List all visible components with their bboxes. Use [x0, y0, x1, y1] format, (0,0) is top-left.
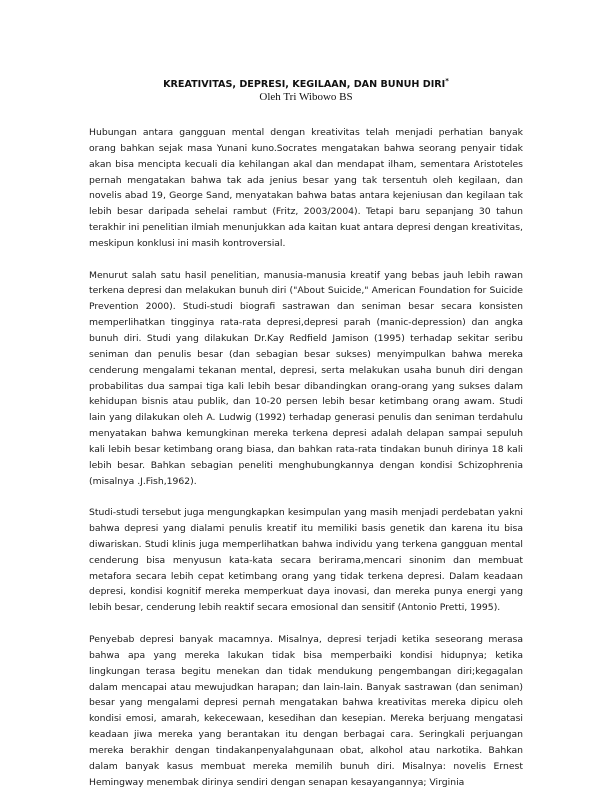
- title-footnote-marker: *: [445, 77, 449, 85]
- author-byline: Oleh Tri Wibowo BS: [259, 91, 353, 103]
- document-body: [89, 125, 523, 806]
- paragraph-3: Studi-studi tersebut juga mengungkapkan kesimpulan yang masih menjadi perdebatan yakni bahwa depresi yang dialami penulis kreatif itu memiliki basis genetik dan karena itu bisa diwariskan. Studi klinis juga memperlihatkan bahwa individu yang terkena gangguan mental cenderung bisa menyusun kata-kata secara berirama,mencari sinonim dan membuat metafora secara lebih cepat ketimbang orang yang tidak terkena depresi. Dalam keadaan depresi, kondisi kognitif mereka memperkuat daya inovasi, dan mereka punya energi yang lebih besar, cenderung lebih reaktif secara emosional dan sensitif (Antonio Pretti, 1995).: [89, 507, 523, 614]
- paragraph-4: Penyebab depresi banyak macamnya. Misalnya, depresi terjadi ketika seseorang merasa bahwa apa yang mereka lakukan tidak bisa memperbaiki kondisi hidupnya; ketika lingkungan terasa begitu menekan dan tidak mendukung pengembangan diri;kegagalan dalam mencapai atau mewujudkan harapan; dan lain-lain. Banyak sastrawan (dan seniman) besar yang mengalami depresi pernah mengatakan bahwa kreativitas mereka dipicu oleh kondisi emosi, amarah, kekecewaan, kesedihan dan kesepian. Mereka berjuang mengatasi keadaan jiwa mereka yang berantakan itu dengan berbagai cara. Seringkali perjuangan mereka berakhir dengan tindakanpenyalahgunaan obat, alkohol atau narkotika. Bahkan dalam banyak kasus membuat mereka memilih bunuh diri. Misalnya: novelis Ernest Hemingway menembak dirinya sendiri dengan senapan kesayangannya; Virginia: [89, 634, 523, 788]
- document-title: [0, 77, 612, 90]
- paragraph-2: Menurut salah satu hasil penelitian, manusia-manusia kreatif yang bebas jauh lebih rawan terkena depresi dan melakukan bunuh diri ("About Suicide," American Foundation for Suicide Prevention 2000). Studi-studi biografi sastrawan dan seniman besar secara konsisten memperlihatkan tingginya rata-rata depresi,depresi parah (manic-depression) dan angka bunuh diri. Studi yang dilakukan Dr.Kay Redfield Jamison (1995) terhadap sekitar seribu seniman dan penulis besar (dan sebagian besar sukses) menyimpulkan bahwa mereka cenderung mengalami tekanan mental, depresi, serta melakukan usaha bunuh diri dengan probabilitas dua sampai tiga kali lebih besar dibandingkan orang-orang yang sukses dalam kehidupan bisnis atau publik, dan 10-20 persen lebih besar ketimbang orang awam. Studi lain yang dilakukan oleh A. Ludwig (1992) terhadap generasi penulis dan seniman terdahulu menyatakan bahwa kemungkinan mereka terkena depresi adalah delapan sampai sepuluh kali lebih besar ketimbang orang biasa, dan bahkan rata-rata tindakan bunuh dirinya 18 kali lebih besar. Bahkan sebagian peneliti menghubungkannya dengan kondisi Schizophrenia (misalnya .J.Fish,1962).: [89, 269, 523, 487]
- paragraph-1: Hubungan antara gangguan mental dengan kreativitas telah menjadi perhatian banyak orang bahkan sejak masa Yunani kuno.Socrates mengatakan bahwa seorang penyair tidak akan bisa mencipta kecuali dia kehilangan akal dan mendapat ilham, sementara Aristoteles pernah mengatakan bahwa tak ada jenius besar yang tak tersentuh oleh kegilaan, dan novelis abad 19, George Sand, menyatakan bahwa batas antara kejeniusan dan kegilaan tak lebih besar daripada sehelai rambut (Fritz, 2003/2004). Tetapi baru sepanjang 30 tahun terakhir ini penelitian ilmiah menunjukkan ada kaitan kuat antara depresi dengan kreativitas, meskipun konklusi ini masih kontroversial.: [89, 127, 523, 249]
- title-text: KREATIVITAS, DEPRESI, KEGILAAN, DAN BUNUH DIRI: [163, 79, 446, 91]
